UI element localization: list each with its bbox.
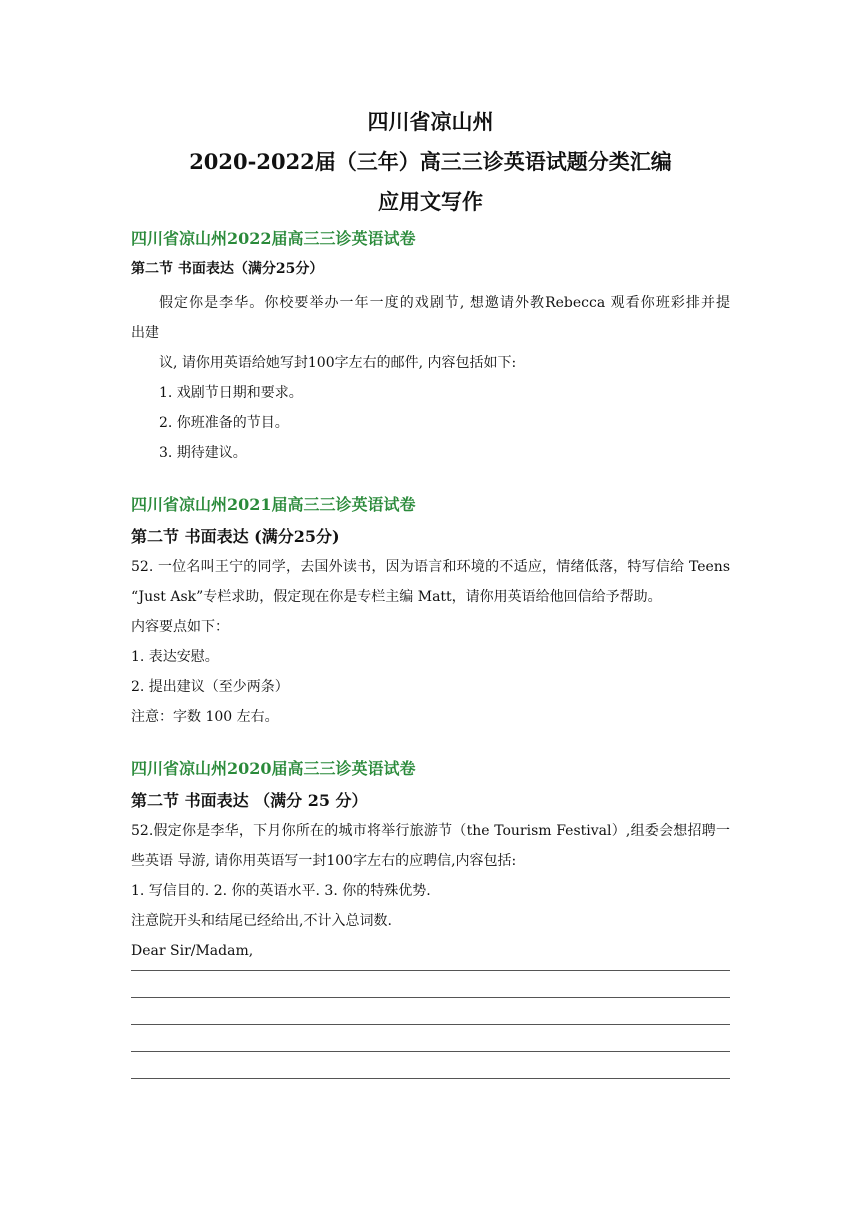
section-2021 (131, 494, 730, 732)
note-text: 注意院开头和结尾已经给出,不计入总词数. (131, 913, 392, 929)
list-item: 2. 提出建议（至少两条） (131, 679, 289, 695)
section-subheading: 第二节 书面表达 （满分 25 分） (131, 791, 368, 810)
document-page (131, 100, 730, 1079)
section-heading: 四川省凉山州2022届高三三诊英语试卷 (131, 229, 416, 248)
section-2022 (131, 228, 730, 468)
list-item: 3. 期待建议。 (159, 445, 247, 461)
list-item: 2. 你班准备的节目。 (159, 415, 289, 431)
answer-lines (131, 970, 730, 1079)
prompt-paragraph-cont: “Just Ask”专栏求助，假定现在你是专栏主编 Matt，请你用英语给他回信给予帮助。 (131, 589, 662, 605)
prompt-paragraph-2: 议, 请你用英语给她写封100字左右的邮件, 内容包括如下: (159, 355, 517, 371)
salutation: Dear Sir/Madam, (131, 943, 254, 959)
section-subheading: 第二节 书面表达 (满分25分) (131, 527, 340, 546)
section-2020 (131, 758, 730, 1079)
prompt-paragraph: 52. 一位名叫王宁的同学，去国外读书，因为语言和环境的不适应，情绪低落，特写信给 Teens (131, 559, 730, 575)
note-text: 注意：字数 100 左右。 (131, 709, 279, 725)
list-item: 1. 表达安慰。 (131, 649, 219, 665)
prompt-paragraph: 假定你是李华。你校要举办一年一度的戏剧节, 想邀请外教Rebecca 观看你班彩排并提 (159, 295, 730, 311)
prompt-paragraph: 52.假定你是李华，下月你所在的城市将举行旅游节（the Tourism Festival）,组委会想招聘一 (131, 823, 730, 839)
section-subheading: 第二节 书面表达（满分25分） (131, 261, 324, 277)
points-label: 内容要点如下： (131, 619, 229, 635)
answer-line (131, 997, 730, 998)
answer-line (131, 1024, 730, 1025)
answer-line (131, 1051, 730, 1052)
title-collection: 2020-2022届（三年）高三三诊英语试题分类汇编 (189, 149, 672, 174)
answer-line (131, 1078, 730, 1079)
prompt-paragraph-cont: 出建 (131, 325, 159, 341)
title-topic: 应用文写作 (378, 189, 483, 214)
section-heading: 四川省凉山州2021届高三三诊英语试卷 (131, 495, 416, 514)
list-item: 1. 戏剧节日期和要求。 (159, 385, 303, 401)
title-region: 四川省凉山州 (367, 109, 494, 134)
answer-line (131, 970, 730, 971)
points-text: 1. 写信目的. 2. 你的英语水平. 3. 你的特殊优势. (131, 883, 431, 899)
section-heading: 四川省凉山州2020届高三三诊英语试卷 (131, 759, 416, 778)
prompt-paragraph-cont: 些英语 导游, 请你用英语写一封100字左右的应聘信,内容包括: (131, 853, 517, 869)
